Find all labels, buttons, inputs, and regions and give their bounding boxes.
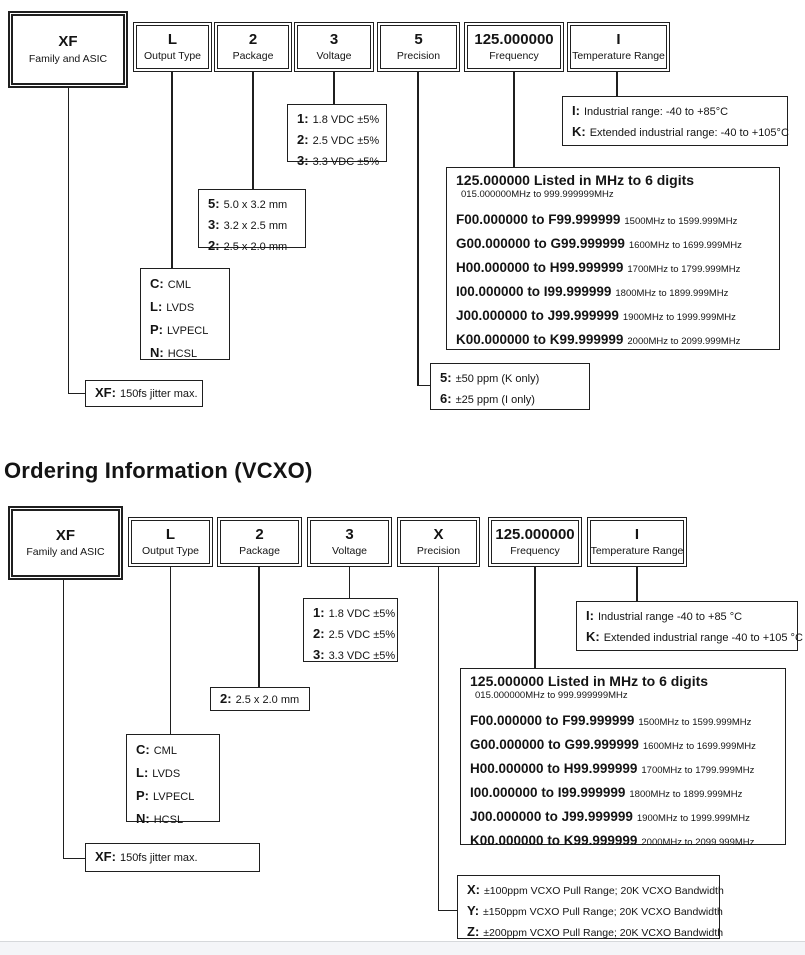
connector-line [171,72,173,268]
xo-header-box-voltage [294,22,374,72]
xo-temperature-options [562,96,788,146]
option-row [440,389,580,410]
option-text: Industrial range -40 to +85 °C [597,611,743,623]
part-code: I [634,525,640,543]
frequency-note: 1800MHz to 1899.999MHz [615,288,729,299]
option-text: 1.8 VDC ±5% [328,608,396,620]
option-key: K: [586,629,600,644]
option-text: HCSL [153,814,184,826]
option-text: 3.2 x 2.5 mm [223,220,288,232]
option-text: LVDS [166,302,195,314]
frequency-subtitle: 015.000000MHz to 999.999999MHz [461,189,614,200]
option-key: 2: [313,626,325,641]
vcxo-jitter-note [85,843,260,872]
frequency-range: J00.000000 to J99.999999 [470,809,633,824]
connector-line [68,88,70,394]
option-key: P: [136,788,149,803]
option-key: 1: [313,605,325,620]
option-key: 2: [220,691,232,706]
connector-line [438,910,458,912]
option-key: C: [136,742,150,757]
xo-header-box-package [214,22,292,72]
vcxo-header-box-frequency [488,517,582,567]
connector-line [63,858,86,860]
part-label: Family and ASIC [26,546,105,559]
option-row [136,739,210,762]
frequency-range: I00.000000 to I99.999999 [456,284,612,299]
option-text: Extended industrial range -40 to +105 °C [603,632,803,644]
option-key: 2: [297,132,309,147]
vcxo-header-box-precision [397,517,480,567]
frequency-row [470,734,776,758]
option-key: I: [586,608,594,623]
connector-line [170,567,172,734]
option-key: 3: [313,647,325,662]
option-text: CML [167,279,191,291]
option-text: ±50 ppm (K only) [455,373,540,385]
option-row [95,848,250,867]
part-code: 125.000000 [495,525,575,543]
frequency-range: F00.000000 to F99.999999 [470,713,635,728]
part-code: 2 [255,525,264,543]
vcxo-frequency-options [460,668,786,848]
option-row [136,808,210,831]
frequency-title: 125.000000 Listed in MHz to 6 digits [456,172,695,188]
option-text: 2.5 VDC ±5% [312,135,380,147]
option-text: 2.5 x 2.0 mm [223,241,288,253]
option-row [572,122,789,143]
connector-line [333,72,335,104]
xo-package-options [198,189,306,253]
frequency-row [470,710,776,734]
option-key: XF: [95,385,116,400]
frequency-row [456,329,770,353]
frequency-range: H00.000000 to H99.999999 [456,260,624,275]
vcxo-package-options [210,687,310,711]
vcxo-temperature-options [576,601,803,651]
option-text: ±200ppm VCXO Pull Range; 20K VCXO Bandwidth [483,927,724,939]
option-key: 6: [440,391,452,406]
option-key: 5: [440,370,452,385]
option-row [208,215,296,236]
xo-header-box-output-type [133,22,212,72]
part-code: 125.000000 [474,30,554,48]
option-text: 2.5 x 2.0 mm [235,694,300,706]
vcxo-voltage-options [303,598,398,662]
frequency-note: 2000MHz to 2099.999MHz [627,336,741,347]
option-row [440,368,580,389]
frequency-row [470,758,776,782]
frequency-note: 1500MHz to 1599.999MHz [638,717,752,728]
option-text: 150fs jitter max. [119,388,198,400]
part-label: Output Type [141,545,199,558]
frequency-row [456,233,770,257]
option-key: 3: [297,153,309,168]
connector-line [616,72,618,96]
frequency-range: K00.000000 to K99.999999 [470,833,638,848]
part-code: 3 [329,30,339,48]
option-text: Extended industrial range: -40 to +105°C [589,127,789,139]
option-row [297,109,380,130]
connector-line [417,385,430,387]
xo-header-box-family [8,11,128,88]
option-row [572,101,778,122]
vcxo-header-box-voltage [307,517,392,567]
xo-frequency-options [446,167,780,350]
part-code: XF [58,33,78,51]
xo-output-type-options [140,268,230,360]
part-label: Precision [396,50,441,63]
vcxo-header-box-package [217,517,302,567]
connector-line [63,580,65,859]
option-key: N: [136,811,150,826]
xo-voltage-options [287,104,387,168]
option-row [150,319,220,342]
vcxo-header-box-output-type [128,517,213,567]
option-row [136,785,210,808]
option-text: 2.5 VDC ±5% [328,629,396,641]
part-label: Frequency [489,50,539,63]
option-text: LVDS [152,768,181,780]
option-row [136,762,210,785]
frequency-range: F00.000000 to F99.999999 [456,212,621,227]
frequency-range: G00.000000 to G99.999999 [470,737,639,752]
frequency-title: 125.000000 Listed in MHz to 6 digits [470,673,709,689]
connector-line [417,72,419,386]
option-key: Z: [467,924,480,939]
option-text: HCSL [167,348,198,360]
part-code: 5 [414,30,423,48]
frequency-note: 1700MHz to 1799.999MHz [641,765,755,776]
option-row [467,880,724,901]
frequency-subtitle: 015.000000MHz to 999.999999MHz [475,690,628,701]
option-text: 3.3 VDC ±5% [312,156,380,168]
option-row [297,130,380,151]
part-label: Package [239,545,280,558]
option-text: ±150ppm VCXO Pull Range; 20K VCXO Bandwidth [483,906,723,918]
option-row [313,645,396,666]
option-key: L: [150,299,163,314]
xo-header-box-frequency [464,22,564,72]
frequency-range: I00.000000 to I99.999999 [470,785,626,800]
vcxo-section-heading: Ordering Information (VCXO) [4,458,313,483]
page-edge [0,941,805,955]
option-text: LVPECL [167,325,209,337]
option-key: 1: [297,111,309,126]
frequency-range: G00.000000 to G99.999999 [456,236,625,251]
connector-line [513,72,515,167]
connector-line [438,567,440,911]
part-label: Temperature Range [572,50,665,63]
option-key: P: [150,322,163,337]
frequency-row [456,305,770,329]
option-row [313,603,396,624]
option-row [150,342,220,365]
option-row [208,194,296,215]
option-key: 3: [208,217,220,232]
frequency-row [470,806,776,830]
option-key: X: [467,882,480,897]
frequency-note: 1600MHz to 1699.999MHz [628,240,742,251]
connector-line [68,393,86,395]
option-key: N: [150,345,164,360]
option-key: 5: [208,196,220,211]
vcxo-output-type-options [126,734,220,826]
option-text: 5.0 x 3.2 mm [223,199,288,211]
xo-header-box-precision [377,22,460,72]
part-label: Precision [416,545,461,558]
vcxo-precision-options [457,875,724,939]
part-code: L [167,30,178,48]
option-text: 3.3 VDC ±5% [328,650,396,662]
part-code: XF [55,526,76,544]
part-label: Family and ASIC [28,52,108,65]
option-text: LVPECL [153,791,195,803]
option-row [150,273,220,296]
part-label: Temperature Range [590,545,684,558]
frequency-note: 1800MHz to 1899.999MHz [629,789,743,800]
frequency-row [470,830,776,854]
option-row [208,236,296,257]
option-key: 2: [208,238,220,253]
connector-line [534,567,536,668]
connector-line [636,567,638,601]
connector-line [258,567,260,687]
connector-line [349,567,351,598]
part-label: Frequency [510,545,560,558]
frequency-note: 1500MHz to 1599.999MHz [624,216,738,227]
frequency-note: 1700MHz to 1799.999MHz [627,264,741,275]
option-key: L: [136,765,149,780]
option-row [150,296,220,319]
frequency-row [470,782,776,806]
frequency-row [456,257,770,281]
option-text: CML [153,745,177,757]
xo-jitter-note [85,380,203,407]
option-text: ±100ppm VCXO Pull Range; 20K VCXO Bandwidth [484,885,724,897]
part-label: Output Type [143,50,201,63]
part-label: Voltage [316,50,352,63]
frequency-note: 1600MHz to 1699.999MHz [642,741,756,752]
vcxo-header-box-temperature [587,517,687,567]
part-label: Package [232,50,274,63]
part-label: Voltage [331,545,368,558]
frequency-note: 1900MHz to 1999.999MHz [636,813,750,824]
part-code: I [616,30,621,48]
part-code: 2 [248,30,258,48]
option-row [467,901,723,922]
option-key: I: [572,103,580,118]
xo-header-box-temperature [567,22,670,72]
option-text: 1.8 VDC ±5% [312,114,380,126]
option-text: 150fs jitter max. [119,852,198,864]
option-key: C: [150,276,164,291]
frequency-range: K00.000000 to K99.999999 [456,332,624,347]
option-row [467,922,724,943]
connector-line [252,72,254,189]
option-row [586,627,803,648]
frequency-row [456,281,770,305]
option-text: ±25 ppm (I only) [455,394,535,406]
option-row [313,624,396,645]
frequency-note: 2000MHz to 2099.999MHz [641,837,755,848]
part-code: 3 [345,525,354,543]
option-key: K: [572,124,586,139]
option-row [95,384,198,403]
frequency-row [456,209,770,233]
frequency-note: 1900MHz to 1999.999MHz [622,312,736,323]
xo-precision-options [430,363,590,410]
option-key: XF: [95,849,116,864]
vcxo-header-box-family [8,506,123,580]
frequency-range: H00.000000 to H99.999999 [470,761,638,776]
frequency-range: J00.000000 to J99.999999 [456,308,619,323]
option-row [220,690,300,709]
option-row [297,151,380,172]
option-row [586,606,788,627]
part-code: X [433,525,444,543]
option-text: Industrial range: -40 to +85°C [583,106,729,118]
option-key: Y: [467,903,480,918]
part-code: L [165,525,176,543]
